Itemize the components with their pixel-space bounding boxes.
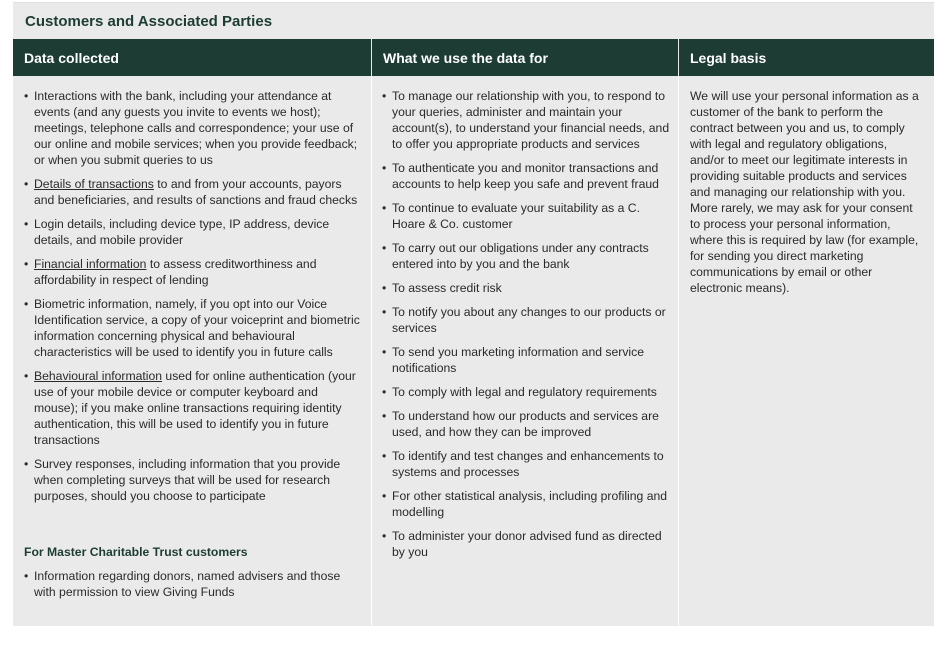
data-use-cell <box>371 76 678 626</box>
charitable-trust-subheading: For Master Charitable Trust customers <box>24 545 248 559</box>
financial-info-link[interactable]: Financial information <box>34 257 147 271</box>
list-item: • To manage our relationship with you, to respond to your queries, administer and maintain your account(s), to understand your financial needs, and to offer you appropriate products and services <box>382 88 670 152</box>
table-title: Customers and Associated Parties <box>13 2 934 39</box>
data-use-list <box>382 88 670 560</box>
list-item: • To assess credit risk <box>382 280 670 296</box>
data-collected-cell <box>13 76 371 626</box>
header-row <box>13 39 934 76</box>
list-item <box>24 456 361 504</box>
list-item: • To carry out our obligations under any contracts entered into by you and the bank <box>382 240 670 272</box>
list-item <box>24 368 361 448</box>
list-item <box>24 176 361 208</box>
customers-table <box>13 2 934 626</box>
body-row <box>13 76 934 626</box>
item-text: Interactions with the bank, including your attendance at events (and any guests you invite to events we host); meetings, telephone calls and correspondence; your use of our online and mobile services; when you provide feedback; or when you submit queries to us <box>34 89 358 167</box>
header-what-we-use: What we use the data for <box>371 39 678 76</box>
item-text: Survey responses, including information that you provide when completing surveys that will be used for research purposes, should you choose to participate <box>34 457 341 503</box>
legal-basis-text: We will use your personal information as a customer of the bank to perform the contract between you and us, to comply with legal and regulatory obligations, and/or to meet our legitimate interests in providing suitable products and services and managing our relationship with you. More rarely, we may ask for your consent to process your personal information, where this is required by law (for example, for sending you direct marketing communications by email or other electronic means). <box>690 89 919 295</box>
legal-basis-cell <box>678 76 934 626</box>
item-text: used for online authentication (your use of your mobile device or computer keyboard and mouse); if you make online transactions requiring identity authentication, this will be used to identify you in future transactions <box>34 369 356 447</box>
list-item <box>24 88 361 168</box>
item-text: Biometric information, namely, if you opt into our Voice Identification service, a copy of your voiceprint and biometric information concerning physical and behavioural characteristics will be used to identify you in future calls <box>34 297 360 359</box>
data-collected-list <box>24 88 361 504</box>
list-item <box>24 256 361 288</box>
transactions-link[interactable]: Details of transactions <box>34 177 154 191</box>
list-item: • To administer your donor advised fund as directed by you <box>382 528 670 560</box>
item-text: Login details, including device type, IP address, device details, and mobile provider <box>34 217 330 247</box>
header-data-collected: Data collected <box>24 49 119 66</box>
behavioural-info-link[interactable]: Behavioural information <box>34 369 163 383</box>
list-item: • To identify and test changes and enhancements to systems and processes <box>382 448 670 480</box>
list-item: • To send you marketing information and service notifications <box>382 344 670 376</box>
list-item: • To understand how our products and services are used, and how they can be improved <box>382 408 670 440</box>
header-legal-basis: Legal basis <box>678 39 934 76</box>
list-item: • To continue to evaluate your suitability as a C. Hoare & Co. customer <box>382 200 670 232</box>
list-item <box>24 296 361 360</box>
list-item: • Information regarding donors, named advisers and those with permission to view Giving Funds <box>24 568 361 600</box>
charitable-trust-list <box>24 568 361 600</box>
list-item <box>24 216 361 248</box>
item-text: to assess creditworthiness and affordability in respect of lending <box>34 257 317 287</box>
item-text: to and from your accounts, payors and beneficiaries, and results of sanctions and fraud checks <box>34 177 358 207</box>
list-item: • To comply with legal and regulatory requirements <box>382 384 670 400</box>
list-item: • For other statistical analysis, including profiling and modelling <box>382 488 670 520</box>
list-item: • To authenticate you and monitor transactions and accounts to help keep you safe and prevent fraud <box>382 160 670 192</box>
list-item: • To notify you about any changes to our products or services <box>382 304 670 336</box>
